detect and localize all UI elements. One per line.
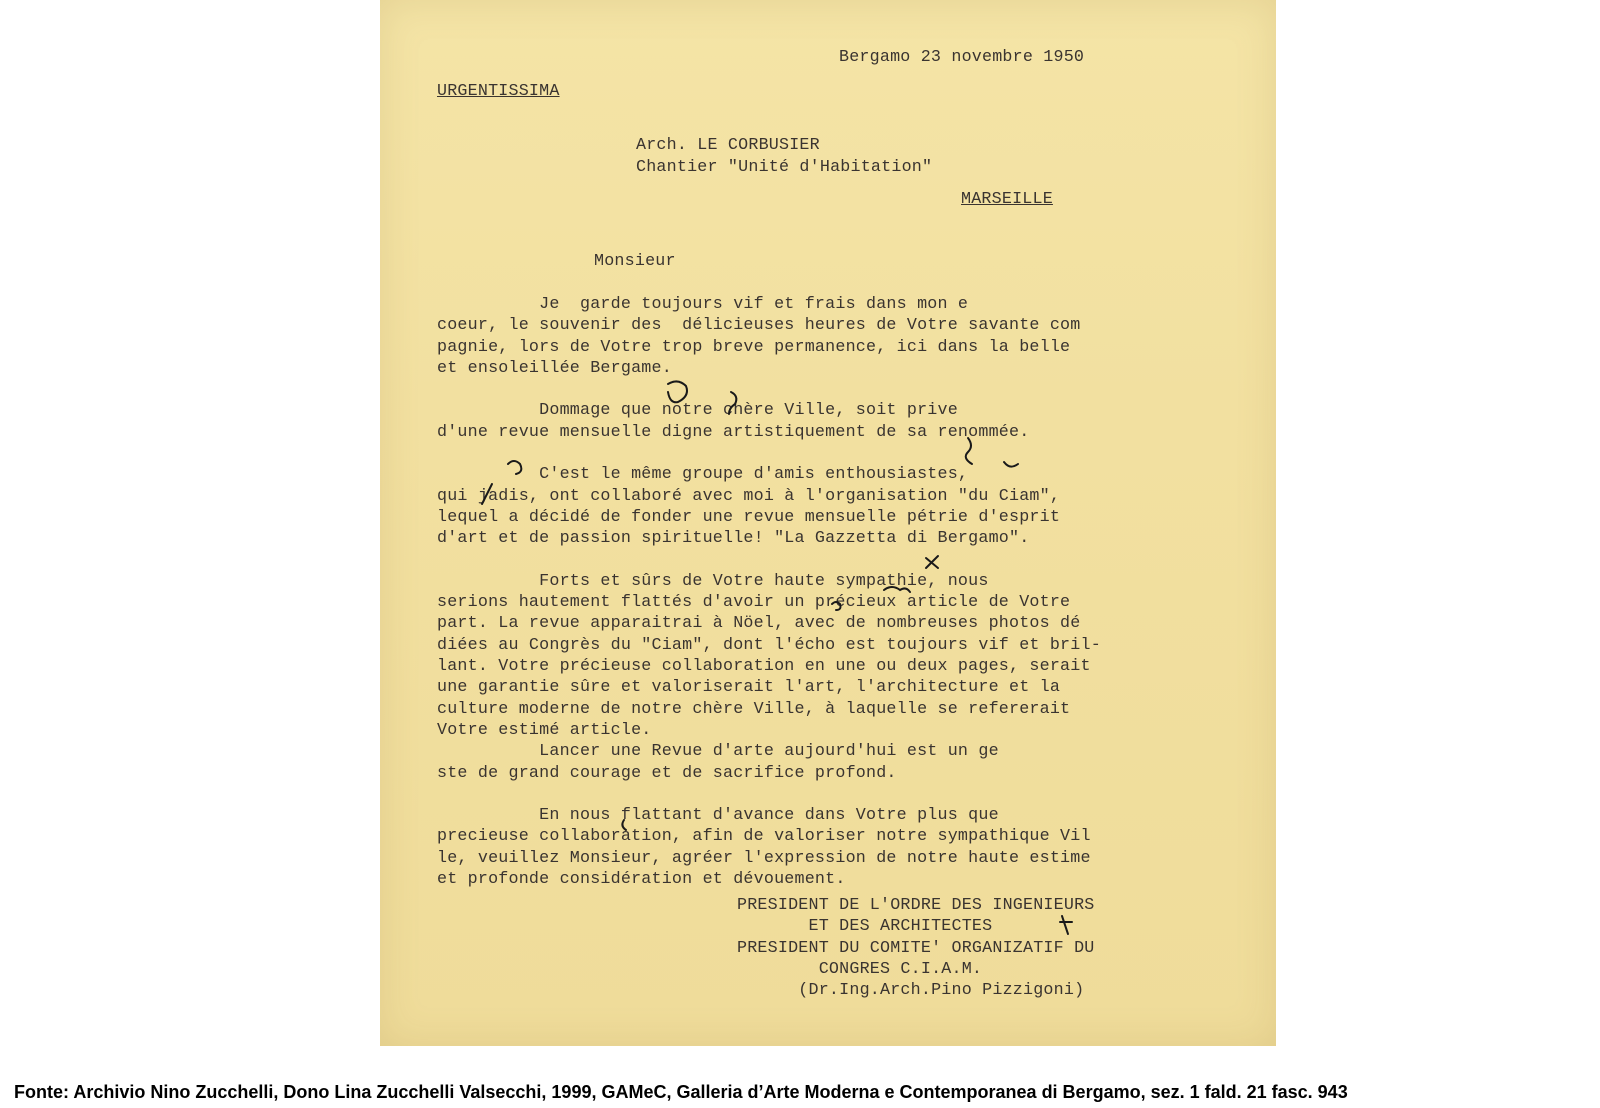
urgent-label: URGENTISSIMA	[437, 82, 560, 101]
letter-body: Je garde toujours vif et frais dans mon e coeur, le souvenir des délicieuses heures de Votre savante com pagnie, lors de Votre trop breve permanence, ici dans la belle et ensoleillée Bergame. Dommage que notre chère Ville, soit prive d'une revue mensuelle digne artistiquement de sa renommée. C'est le même groupe d'amis enthousiastes, qui jadis, ont collaboré avec moi à l'organisation "du Ciam", lequel a décidé de fonder une revue mensuelle pétrie d'esprit d'art et de passion spirituelle! "La Gazzetta di Bergamo". Forts et sûrs de Votre haute sympathie, nous serions hautement flattés d'avoir un précieux article de Votre part. La revue apparaitrai à Nöel, avec de nombreuses photos dé diées au Congrès du "Ciam", dont l'écho est toujours vif et bril- lant. Votre précieuse collaboration en une ou deux pages, serait une garantie sûre et valoriserait l'art, l'architecture et la culture moderne de notre chère Ville, à laquelle se refererait Votre estimé article. Lancer une Revue d'arte aujourd'hui est un ge ste de grand courage et de sacrifice profond. En nous flattant d'avance dans Votre plus que precieuse collaboration, afin de valoriser notre sympathique Vil le, veuillez Monsieur, agréer l'expression de notre haute estime et profonde considération et dévouement.	[437, 295, 1101, 890]
correction-mark	[926, 556, 938, 568]
recipient-address: Arch. LE CORBUSIER Chantier "Unité d'Habitation"	[636, 136, 933, 177]
salutation: Monsieur	[594, 252, 676, 271]
correction-mark	[729, 392, 736, 414]
correction-mark	[668, 381, 687, 402]
letter-date: Bergamo 23 novembre 1950	[839, 48, 1085, 67]
correction-mark	[966, 438, 972, 464]
source-caption: Fonte: Archivio Nino Zucchelli, Dono Lina Zucchelli Valsecchi, 1999, GAMeC, Galleria d’Arte Moderna e Contemporanea di Bergamo, sez. 1 fald. 21 fasc. 943	[14, 1082, 1348, 1102]
correction-mark	[832, 602, 841, 610]
correction-mark	[622, 820, 626, 830]
correction-mark	[1004, 462, 1018, 467]
correction-mark	[508, 461, 521, 474]
handwritten-corrections	[380, 0, 1276, 1046]
correction-mark	[1060, 916, 1072, 934]
letter-page	[380, 0, 1276, 1046]
correction-mark	[482, 484, 492, 504]
recipient-city: MARSEILLE	[961, 190, 1053, 209]
correction-mark	[884, 587, 910, 592]
signature-block: PRESIDENT DE L'ORDRE DES INGENIEURS ET DES ARCHITECTES PRESIDENT DU COMITE' ORGANIZATIF DU CONGRES C.I.A.M. (Dr.Ing.Arch.Pino Pizzigoni)	[737, 896, 1095, 1001]
